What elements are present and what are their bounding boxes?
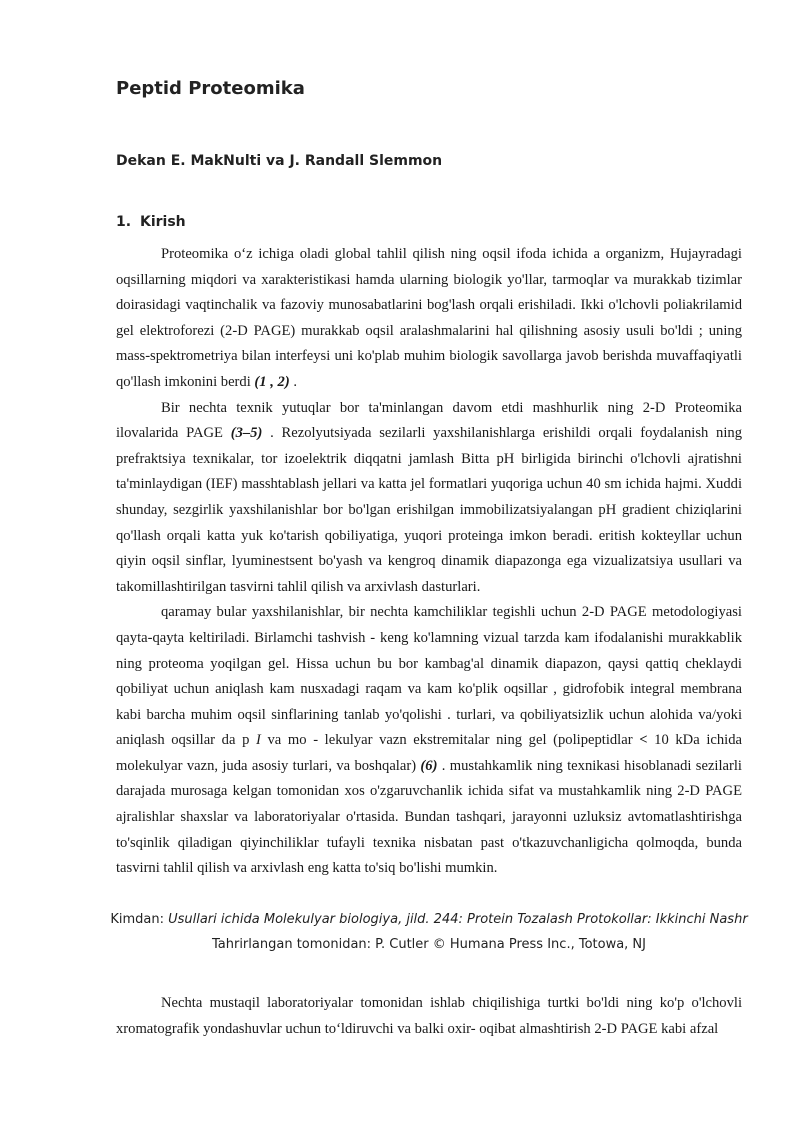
paragraph-3 — [116, 600, 742, 882]
section-number: 1. — [116, 214, 132, 230]
body-text — [116, 242, 742, 882]
paragraph-2-tail: . Rezolyutsiyada sezilarli yaxshilanishlarga erishildi orqali foydalanish ning prefraktsiya texnikalar, tor izoelektrik diqqatni jamlash Bitta pH birligida birinchi o'lchovli ajratishni ta'minlaydigan (IEF) masshtablash jellari va katta jel formatlari yuqoriga uchun 40 sm ichida hajmi. Xuddi shunday, sezgirlik yaxshilanishlar bor bo'lgan erishilgan immobilizatsiyalangan pH gradient chiziqlarini qo'llash orqali katta yuk ko'tarish qobiliyatiga, yuqori proteinga imkon beradi. eritish kokteyllar uchun qiyin oqsil sinflar, lyuminestsent bo'yash va kengroq dinamik diapazonga ega vizualizatsiya usullari va takomillashtirilgan tasvirni tahlil qilish va arxivlash dasturlari. — [116, 425, 743, 595]
paragraph-4: Nechta mustaqil laboratoriyalar tomonidan ishlab chiqilishiga turtki bo'ldi ning ko'p o'lchovli xromatografik yondashuvlar uchun to‘ldiruvchi va balki oxir- oqibat almashtirish 2-D PAGE kabi afzal — [116, 995, 742, 1037]
paragraph-2-text: Bir nechta texnik yutuqlar bor ta'minlangan davom etdi mashhurlik ning 2-D Proteomika ilovalarida PAGE — [116, 399, 742, 442]
source-line — [58, 907, 800, 932]
section-title: Kirish — [140, 214, 186, 230]
paragraph-3-text: qaramay bular yaxshilanishlar, bir nechta kamchiliklar tegishli uchun 2-D PAGE metodologiyasi qayta-qayta keltiriladi. Birlamchi tashvish - keng ko'lamning vizual tarzda kam ifodalanishi murakkablik ning proteoma yoqilgan gel. Hissa uchun bu bor kambag'al dinamik diapazon, qaysi qattiq cheklaydi qobiliyat uchun aniqlash kam nusxadagi raqam va kam ko'plik oqsillar , gidrofobik integral membrana kabi barcha muhim oqsil sinflarining tanlab yo'qolishi . turlari, va qobiliyatsizlik uchun alohida va/yoki aniqlash oqsillar da p — [116, 604, 742, 749]
citation-ref: (3–5) — [230, 425, 263, 442]
page-title: Peptid Proteomika — [116, 78, 305, 99]
italic-symbol: I — [256, 732, 261, 749]
paragraph-3-text-b: va mo - lekulyar vazn ekstremitalar ning gel (polipeptidlar — [260, 732, 640, 749]
paragraph-2 — [116, 396, 742, 601]
less-than-symbol: < — [639, 732, 648, 749]
authors-line: Dekan E. MakNulti va J. Randall Slemmon — [116, 153, 443, 169]
paragraph-1-text: Proteomika o‘z ichiga oladi global tahlil qilish ning oqsil ifoda ichida a organizm, Hujayradagi oqsillarning miqdori va xarakteristikasi hamda ularning biologik yo'llar, tarmoqlar va murakkab tizimlar doirasidagi vaqtinchalik va fazoviy munosabatlarini bog'lash orqali erishiladi. Ikki o'lchovli poliakrilamid gel elektroforezi (2-D PAGE) murakkab oqsil aralashmalarini hal qilishning asosiy usuli bo'ldi ; uning mass-spektrometriya bilan interfeysi uni ko'plab muhim biologik savollarga javob berishda muvaffaqiyatli qo'llash imkonini berdi — [116, 246, 742, 390]
section-heading — [116, 214, 186, 230]
citation-ref: (1 , 2) — [254, 373, 290, 390]
source-book: Usullari ichida Molekulyar biologiya, jild. 244: Protein Tozalash Protokollar: Ikkinchi Nashr — [168, 912, 748, 927]
citation-ref: (6) — [420, 757, 438, 774]
paragraph-1 — [116, 242, 742, 396]
source-prefix: Kimdan: — [110, 912, 169, 927]
paragraph-3-tail: . mustahkamlik ning texnikasi hisoblanadi sezilarli darajada murosaga kelgan tomonidan xos o'zgaruvchanlik ichida sifat va mustahkamlik ning 2-D PAGE ajralishlar shaxslar va laboratoriyalar o'rtasida. Bundan tashqari, jarayonni uzluksiz avtomatlashtirishga to'sqinlik qiladigan qiyinchiliklar tufayli texnika nisbatan past o'tkazuvchanligicha qolmoqda, bunda tasvirni tahlil qilish va arxivlash eng katta to'siq bo'lishi mumkin. — [116, 757, 742, 877]
source-editor-line: Tahrirlangan tomonidan: P. Cutler © Humana Press Inc., Totowa, NJ — [211, 937, 646, 952]
paragraph-1-tail: . — [289, 373, 297, 390]
source-note — [58, 907, 800, 957]
paragraph-3-text-c: 10 kDa ichida molekulyar vazn, juda asosiy turlari, va boshqalar) — [116, 732, 742, 774]
body-text-continued — [116, 991, 742, 1042]
